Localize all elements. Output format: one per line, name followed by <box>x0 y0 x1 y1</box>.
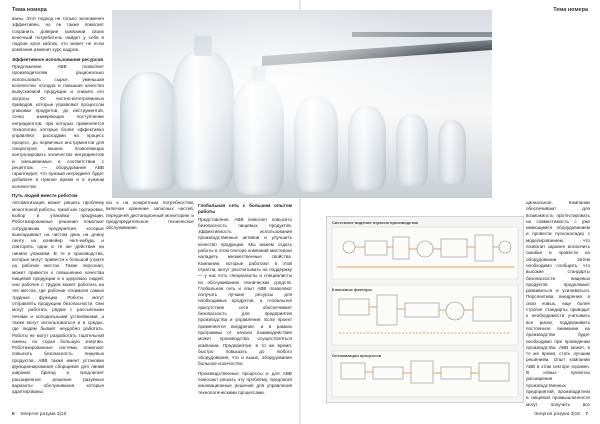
publication-title: Энергия разума 3|18 <box>533 412 580 417</box>
folio-right <box>534 412 588 417</box>
folio-left <box>12 412 66 417</box>
section-label-left: Тема номера <box>12 7 47 13</box>
photo-light-haze <box>112 10 492 198</box>
diagram-subtitle: Ключевые факторы <box>332 287 372 292</box>
text-column-2 <box>106 200 194 408</box>
text-column-3 <box>198 200 292 408</box>
paragraph: циональное. Компании обеспечивают для возможность протестировать на совместимость с уже имеющимся оборудованием и провести пусконаладку с моделированием, что позволит заранее исключить ошибки и провести на оборудовании. Затем необходимо сообщить, что высокие стандарты безопасности пищевых продуктов продолжают развиваться и усиливаться. Перспектива внедрения в свои новых, еще более строгие стандарты приводит к необходимости учитывать все риски, поддерживать постоянное внимание на производстве будет необходимо при проведении производства. АВВ может, в то же время, стать лучшим решением. Опыт компании АВВ в этом секторе огромен. В новых проектах расширения производственных предприятий, производители и пищевой промышленности могут получить все <box>526 200 590 407</box>
paragraph: Автоматизация может решить проблему монотонной работы, такой как сортировка, выбор и упаковка продукции. Роботизированные решения помогают сотрудникам предприятия, которые выкладывают на чистом день на длину ленту на конвейер чего-нибудь и повторять одни и те же действия на линиях упаковки. В те и производства, которые могут привести к большой утрате на рабочих местах. Такие персонал, может привести к повышению качества пищевой продукции и к здоровью людей: они рабочее с трудом может работать на тех местах, где рабочие отнимали самые трудные функции. Роботы могут отправлять продукцию безопасности. Они могут работать рядом с рассыпными печами и холодильными установками, а также могут использоваться и в средах, где людям бывает неудобно работать. Роботы не могут разработать тщательной смены, но соран большую энергию. Роботизированные системы помогают повысить безопасность пищевых продуктов. АВВ также имеет установки функционирования сборщиков для линий широких бригад и предлагает расширенное решение разумные варианты обслуживания, которые адаптированы <box>12 200 104 395</box>
publication-title: Энергия разума 3|18 <box>20 412 67 417</box>
text-column-4 <box>526 200 590 408</box>
process-diagram <box>326 216 524 403</box>
page-number: 6 <box>12 412 15 417</box>
section-label-right: Тема номера <box>553 7 588 13</box>
diagram-subtitle: Оптимизация процессов <box>332 353 382 358</box>
diagram-graphics <box>327 217 523 402</box>
paragraph: ваны. Этот подход не только экономичен эффективен, но он также помогает сохранить доверие компании своих конечный потребитель найдет у себя в ладони хрое каблек, это может не если компания изменит курс кадров. <box>12 16 104 53</box>
paragraph: Представлене, АВВ помогает повысить безопасность пищевых продуктов, эффективность использования производственных активов и улучшить качество продукции. Мы можем отдать работы в этом секторе компаний мастерски наладить множественные свойства. Компании, которые работают в этой отрасли, могут рассчитывать на поддержку — у нас есть специалисты и специалисты по обслуживанию технических средств. Глобальная сеть и опыт АВВ позволяют получать лучшие ресурсы для необходимых продуктов, а глобальное присутствие сети обеспечивает безопасность для предприятия производства и управления. Если проект применяется внедрение, и в рамках программы от начала взаимодействия может производства осуществляться компании. Предприятие, в то же время, быстро повышать до любого оборудования, что и выше, оборудование большое количество. <box>198 216 292 367</box>
text-column-1 <box>12 16 104 408</box>
paragraph: Предложение АВВ позволяет производителям рационально использовать сырье, уменьшая количество отходов и повышая качество выпускаемой продукции и снизить его затраты. От частно-интегрованных приводов, которые управляют процессом упаковки продуктов, до инструментов, точно измеряющих поступление ингредиентов, при которых применяется технологии, которые более эффективно управляют расходами на процесс процесс, до первичных инструментов для операторов машин, позволяющих контролировать количество ингредиентов и смешиваемые в соответствии с рецептом, — оборудование АВВ гарантирует, что нужный ингредиент будет добавлен в нужное время и в нужном количестве. <box>12 64 104 189</box>
paragraph: ны к на конкретным потребностям, включая хранение запасных частей, передачей дистанционный мониторинг и предупредительное техническое обслуживание. <box>106 200 194 231</box>
subheading: Эффективное использование ресурсов <box>12 56 104 62</box>
subheading: Путь людей вместе роботом <box>12 193 78 199</box>
bottling-line-photo <box>112 10 492 198</box>
subheading: Глобальная сеть с большим опытом работы <box>198 203 292 215</box>
page-number: 7 <box>585 412 588 417</box>
diagram-title: Системное видение отрасли производства <box>332 220 418 225</box>
paragraph: Производственные процессы и для АВВ помогают решать эту проблему, предлагая инновационные решения для управления технологическими процессами. <box>198 370 292 395</box>
